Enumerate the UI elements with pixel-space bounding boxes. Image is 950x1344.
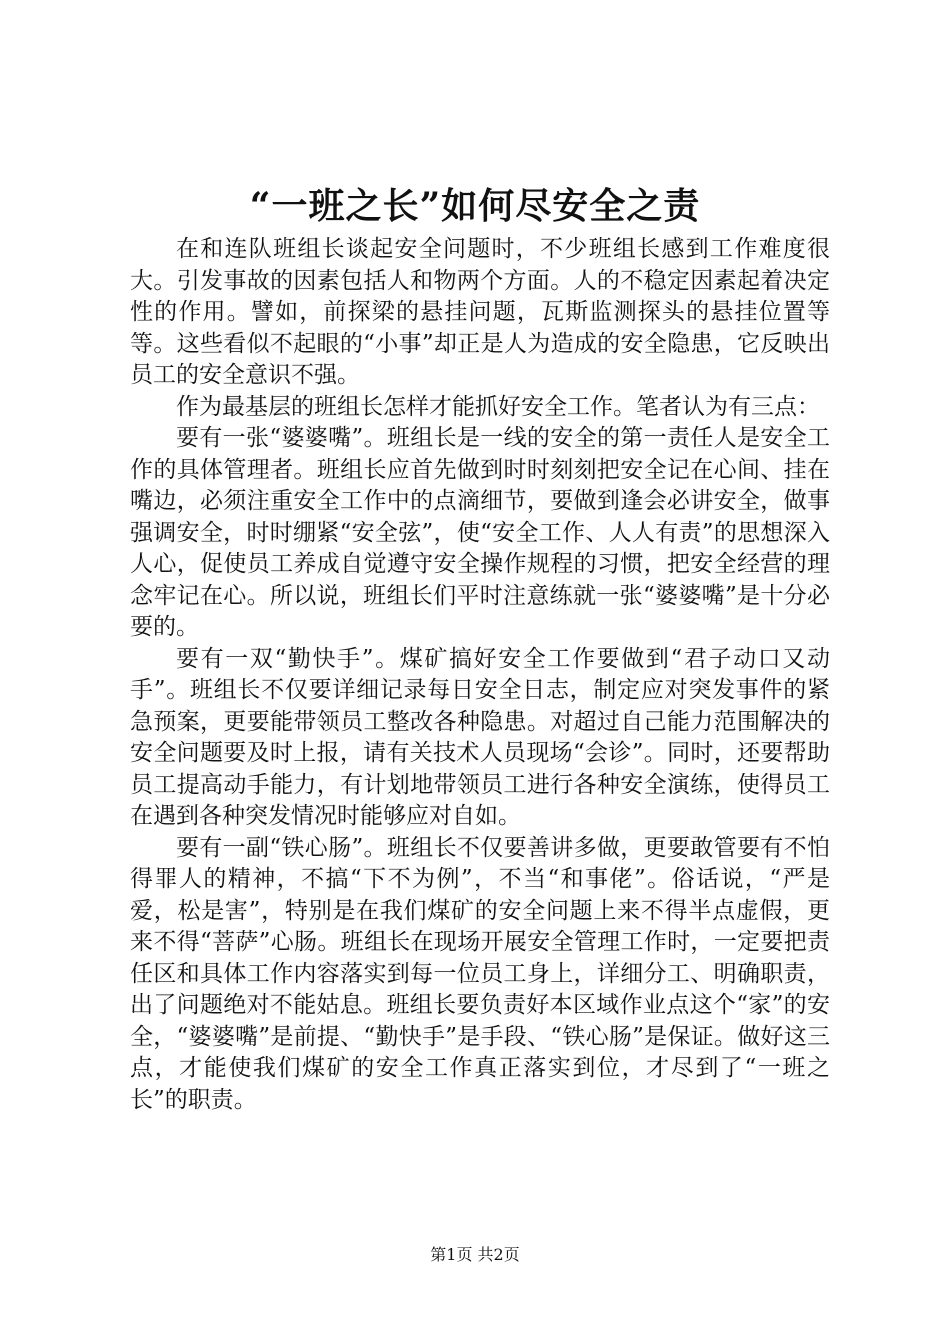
paragraph-point-1: 要有一张“婆婆嘴”。班组长是一线的安全的第一责任人是安全工作的具体管理者。班组长应首先做到时时刻刻把安全记在心间、挂在嘴边，必须注重安全工作中的点滴细节，要做到逢会必讲安全，做事强调安全，时时绷紧“安全弦”，使“安全工作、人人有责”的思想深入人心，促使员工养成自觉遵守安全操作规程的习惯，把安全经营的理念牢记在心。所以说，班组长们平时注意练就一张“婆婆嘴”是十分必要的。 <box>130 425 830 640</box>
page-number-footer: 第1页 共2页 <box>430 1245 520 1264</box>
document-title: “一班之长”如何尽安全之责 <box>249 185 701 227</box>
paragraph-intro: 在和连队班组长谈起安全问题时，不少班组长感到工作难度很大。引发事故的因素包括人和物两个方面。人的不稳定因素起着决定性的作用。譬如，前探梁的悬挂问题，瓦斯监测探头的悬挂位置等等。这些看似不起眼的“小事”却正是人为造成的安全隐患，它反映出员工的安全意识不强。 <box>130 236 830 388</box>
paragraph-thesis: 作为最基层的班组长怎样才能抓好安全工作。笔者认为有三点： <box>176 393 820 420</box>
paragraph-point-2: 要有一双“勤快手”。煤矿搞好安全工作要做到“君子动口又动手”。班组长不仅要详细记录每日安全日志，制定应对突发事件的紧急预案，更要能带领员工整改各种隐患。对超过自己能力范围解决的安全问题要及时上报，请有关技术人员现场“会诊”。同时，还要帮助员工提高动手能力，有计划地带领员工进行各种安全演练，使得员工在遇到各种突发情况时能够应对自如。 <box>130 645 830 829</box>
paragraph-point-3: 要有一副“铁心肠”。班组长不仅要善讲多做，更要敢管要有不怕得罪人的精神，不搞“下不为例”，不当“和事佬”。俗话说，“严是爱，松是害”，特别是在我们煤矿的安全问题上来不得半点虚假，更来不得“菩萨”心肠。班组长在现场开展安全管理工作时，一定要把责任区和具体工作内容落实到每一位员工身上，详细分工、明确职责，出了问题绝对不能姑息。班组长要负责好本区域作业点这个“家”的安全，“婆婆嘴”是前提、“勤快手”是手段、“铁心肠”是保证。做好这三点，才能使我们煤矿的安全工作真正落实到位，才尽到了“一班之长”的职责。 <box>130 834 830 1113</box>
document-body <box>130 234 830 1116</box>
